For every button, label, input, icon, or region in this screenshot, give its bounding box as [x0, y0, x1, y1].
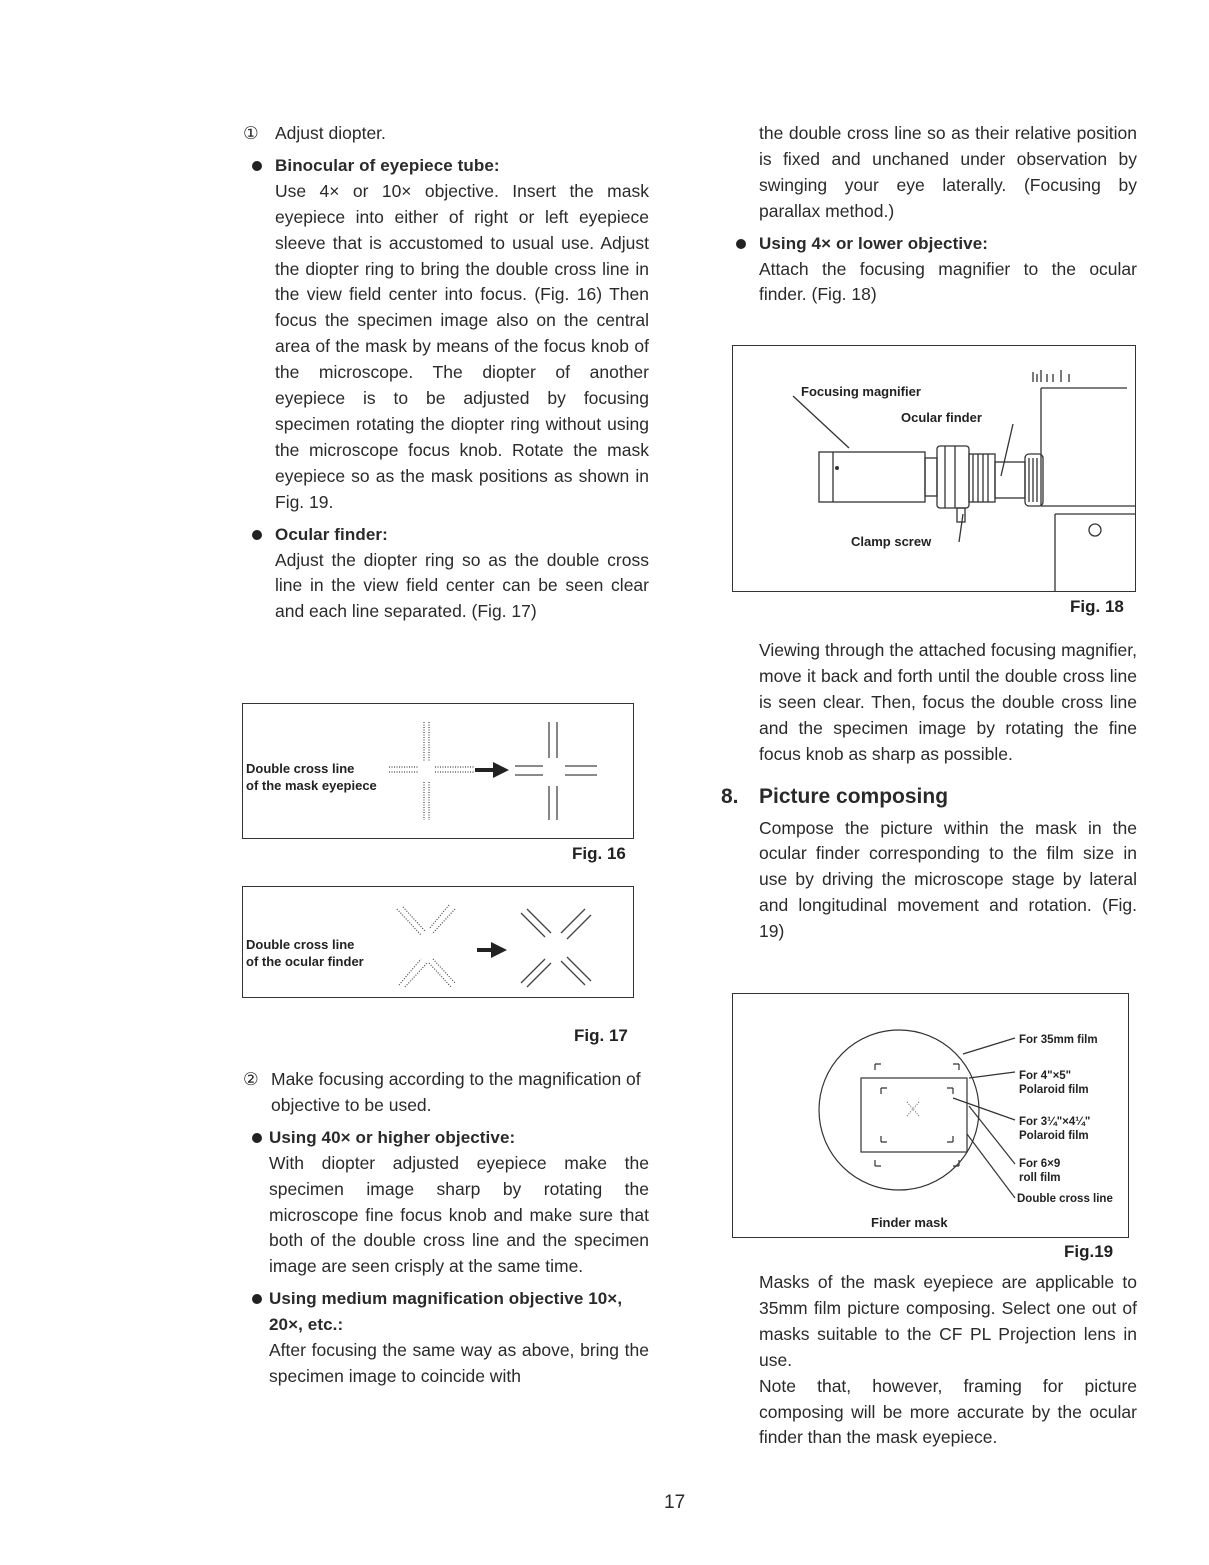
fig19-caption: Fig.19 [1064, 1242, 1114, 1261]
fig19-double-cross-label: Double cross line [1017, 1193, 1113, 1205]
fig18-ocular-finder-label: Ocular finder [901, 410, 982, 425]
low-objective-body: Attach the focusing magnifier to the ocular finder. (Fig. 18) [759, 258, 1137, 305]
section-title: Picture composing [759, 784, 949, 808]
fig16-caption: Fig. 16 [572, 844, 626, 863]
parallax-body: the double cross line so as their relative position is fixed and unchaned under observation by swinging your eye laterally. (Focusing by parallax method.) [759, 123, 1137, 221]
fig19-35mm-label: For 35mm film [1019, 1034, 1098, 1046]
page-number: 17 [664, 1492, 686, 1513]
left-column [243, 121, 649, 625]
right-column-middle [721, 638, 1137, 945]
fig19-314-label-1: For 3¼"×4¼" [1019, 1116, 1091, 1128]
fig18-diagram [732, 345, 1136, 592]
step-1 [243, 121, 649, 147]
step-2-text: Make focusing according to the magnification of objective to be used. [271, 1069, 641, 1115]
right-column [727, 121, 1137, 308]
step-1-text: Adjust diopter. [275, 123, 386, 143]
right-column-lower [727, 1270, 1137, 1451]
fig17-label-1: Double cross line [246, 937, 355, 952]
fig19-diagram [732, 993, 1129, 1238]
fig18-caption: Fig. 18 [1070, 597, 1124, 616]
high-objective-heading: Using 40× or higher objective: [243, 1125, 649, 1151]
fig18-magnifier-drawing [733, 346, 1135, 591]
fig19-4x5-label-1: For 4"×5" [1019, 1070, 1072, 1082]
fig16-label-1: Double cross line [246, 761, 355, 776]
step-2 [243, 1067, 649, 1119]
ocular-finder-body: Adjust the diopter ring so as the double cross line in the view field center can be seen clear and each line separated. (Fig. 17) [275, 549, 649, 622]
section-picture-composing [721, 782, 1137, 812]
medium-objective-heading: Using medium magnification objective 10×, 20×, etc.: [243, 1286, 649, 1338]
step-1-marker: ① [243, 123, 259, 143]
binocular-body: Use 4× or 10× objective. Insert the mask eyepiece into either of right or left eyepiece sleeve that is accustomed to usual use. Adjust the diopter ring to bring the double cross line in the view field center into focus. (Fig. 16) Then focus the specimen image also on the central area of the mask by means of the focus knob of the microscope. The diopter of another eyepiece is to be adjusted by focusing specimen rotating the diopter ring without using the microscope focus knob. Rotate the mask eyepiece so as the mask positions as shown in Fig. 19. [275, 180, 649, 512]
fig16-diagram [242, 703, 634, 839]
fig18-focusing-magnifier-label: Focusing magnifier [801, 384, 921, 399]
masks-body: Masks of the mask eyepiece are applicable to 35mm film picture composing. Select one out of masks suitable to the CF PL Projection lens in use. [759, 1272, 1137, 1370]
fig19-314-label-2: Polaroid film [1019, 1130, 1089, 1142]
fig17-label-2: of the ocular finder [246, 954, 364, 969]
note-body: Note that, however, framing for picture composing will be more accurate by the ocular finder than the mask eyepiece. [759, 1375, 1137, 1448]
fig19-4x5-label-2: Polaroid film [1019, 1084, 1089, 1096]
left-column-lower [243, 1067, 649, 1390]
arrow-right-icon [475, 762, 509, 778]
fig19-finder-mask-label: Finder mask [871, 1215, 948, 1230]
arrow-right-icon [477, 942, 507, 958]
viewing-body: Viewing through the attached focusing magnifier, move it back and forth until the double cross line is seen clear. Then, focus the double cross line and the specimen image by rotating the fine focus knob as sharp as possible. [759, 640, 1137, 764]
fig16-label-2: of the mask eyepiece [246, 778, 377, 793]
ocular-finder-heading: Ocular finder: [243, 522, 649, 548]
medium-objective-body: After focusing the same way as above, bring the specimen image to coincide with [269, 1340, 649, 1386]
fig17-diagram [242, 886, 634, 998]
fig18-clamp-screw-label: Clamp screw [851, 534, 932, 549]
step-2-marker: ② [243, 1069, 259, 1089]
high-objective-body: With diopter adjusted eyepiece make the specimen image sharp by rotating the microscope fine focus knob and make sure that both of the double cross line and the specimen image are seen crisply at the same time. [269, 1152, 649, 1277]
binocular-heading: Binocular of eyepiece tube: [243, 153, 649, 179]
fig19-6x9-label-2: roll film [1019, 1172, 1061, 1184]
compose-body: Compose the picture within the mask in the ocular finder corresponding to the film size in use by driving the microscope stage by lateral and longitudinal movement and rotation. (Fig. 19) [759, 817, 1137, 942]
section-number: 8. [721, 784, 739, 808]
fig19-6x9-label-1: For 6×9 [1019, 1158, 1061, 1170]
fig17-caption: Fig. 17 [574, 1026, 628, 1045]
low-objective-heading: Using 4× or lower objective: [727, 231, 1137, 257]
